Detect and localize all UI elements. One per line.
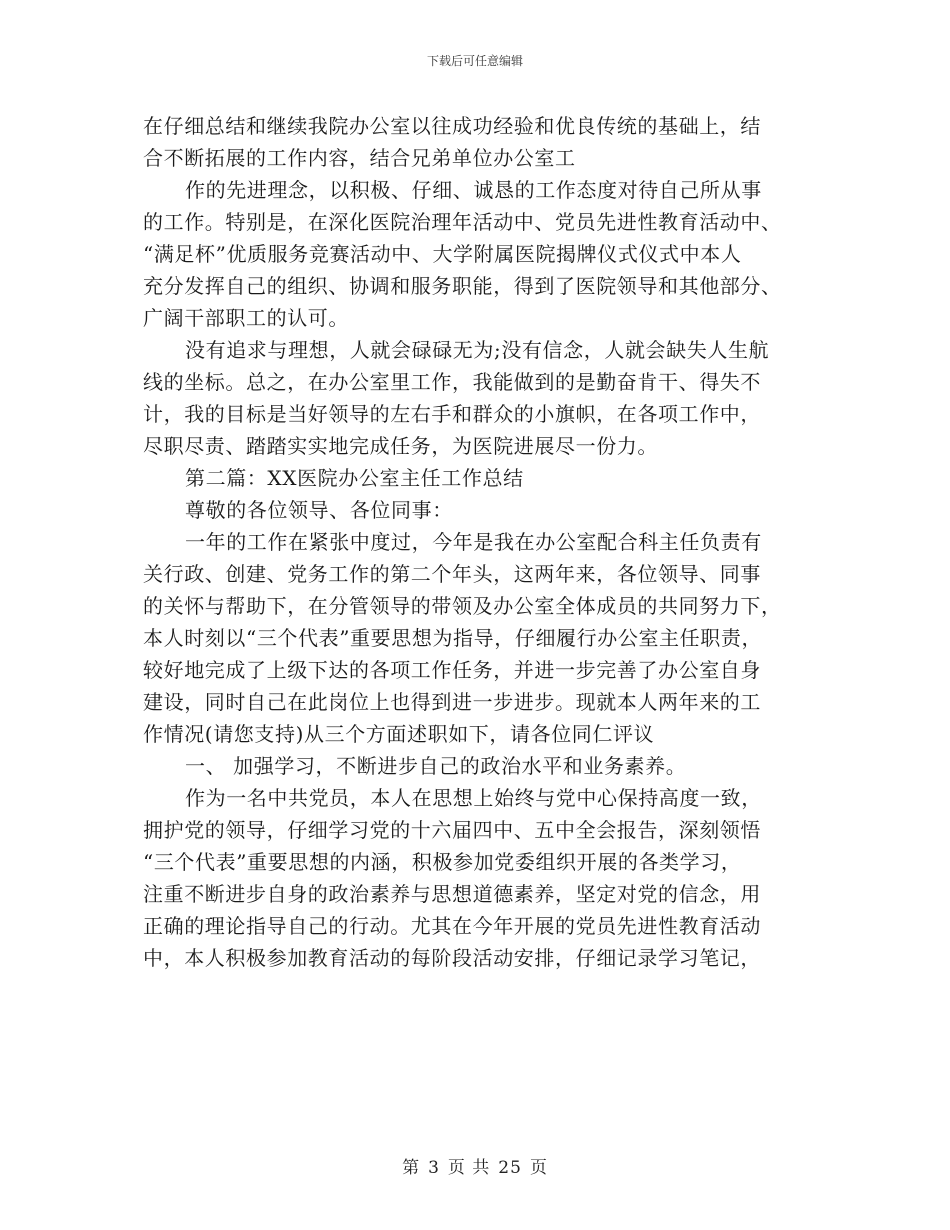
text-line: “三个代表”重要思想的内涵，积极参加党委组织开展的各类学习，	[143, 850, 742, 874]
text-line: 的工作。特别是，在深化医院治理年活动中、党员先进性教育活动中、	[143, 210, 782, 234]
text-line: 本人时刻以“三个代表”重要思想为指导，仔细履行办公室主任职责，	[143, 626, 763, 650]
text-line: 关行政、创建、党务工作的第二个年头，这两年来，各位领导、同事	[143, 562, 761, 586]
text-line: 尽职尽责、踏踏实实地完成任务，为医院进展尽一份力。	[143, 434, 658, 458]
text-line: 较好地完成了上级下达的各项工作任务，并进一步完善了办公室自身	[143, 658, 761, 682]
footer-prefix: 第	[402, 1158, 421, 1178]
salutation: 尊敬的各位领导、各位同事：	[185, 498, 453, 522]
text-line: 拥护党的领导，仔细学习党的十六届四中、五中全会报告，深刻领悟	[143, 818, 761, 842]
section-heading: 第二篇：XX医院办公室主任工作总结	[185, 466, 524, 490]
current-page-number: 3	[428, 1158, 440, 1178]
text-line: 合不断拓展的工作内容，结合兄弟单位办公室工	[143, 146, 576, 170]
text-line: 建设，同时自己在此岗位上也得到进一步进步。现就本人两年来的工	[143, 690, 761, 714]
subsection-heading: 一、 加强学习，不断进步自己的政治水平和业务素养。	[185, 754, 687, 778]
text-line: 线的坐标。总之，在办公室里工作，我能做到的是勤奋肯干、得失不	[143, 370, 761, 394]
text-line: 正确的理论指导自己的行动。尤其在今年开展的党员先进性教育活动	[143, 914, 761, 938]
text-line: 没有追求与理想，人就会碌碌无为;没有信念，人就会缺失人生航	[185, 338, 770, 362]
text-line: “满足杯”优质服务竞赛活动中、大学附属医院揭牌仪式仪式中本人	[143, 242, 742, 266]
text-line: 的关怀与帮助下，在分管领导的带领及办公室全体成员的共同努力下，	[143, 594, 782, 618]
footer-suffix: 页	[529, 1158, 548, 1178]
text-line: 广阔干部职工的认可。	[143, 306, 349, 330]
text-line: 在仔细总结和继续我院办公室以往成功经验和优良传统的基础上，结	[143, 114, 761, 138]
footer-middle: 页 共	[447, 1158, 491, 1178]
text-line: 中，本人积极参加教育活动的每阶段活动安排，仔细记录学习笔记，	[143, 946, 761, 970]
text-line: 注重不断进步自身的政治素养与思想道德素养，坚定对党的信念，用	[143, 882, 761, 906]
body-text	[143, 110, 813, 974]
text-line: 作为一名中共党员，本人在思想上始终与党中心保持高度一致，	[185, 786, 762, 810]
text-line: 作的先进理念，以积极、仔细、诚恳的工作态度对待自己所从事	[185, 178, 762, 202]
text-line: 计，我的目标是当好领导的左右手和群众的小旗帜，在各项工作中，	[143, 402, 761, 426]
page-header: 下载后可任意编辑	[426, 54, 523, 68]
text-line: 作情况(请您支持)从三个方面述职如下，请各位同仁评议	[143, 722, 655, 746]
text-line: 充分发挥自己的组织、协调和服务职能，得到了医院领导和其他部分、	[143, 274, 782, 298]
page-footer	[0, 1153, 950, 1178]
document-body	[143, 110, 813, 974]
total-page-count: 25	[498, 1158, 522, 1178]
text-line: 一年的工作在紧张中度过，今年是我在办公室配合科主任负责有	[185, 530, 762, 554]
